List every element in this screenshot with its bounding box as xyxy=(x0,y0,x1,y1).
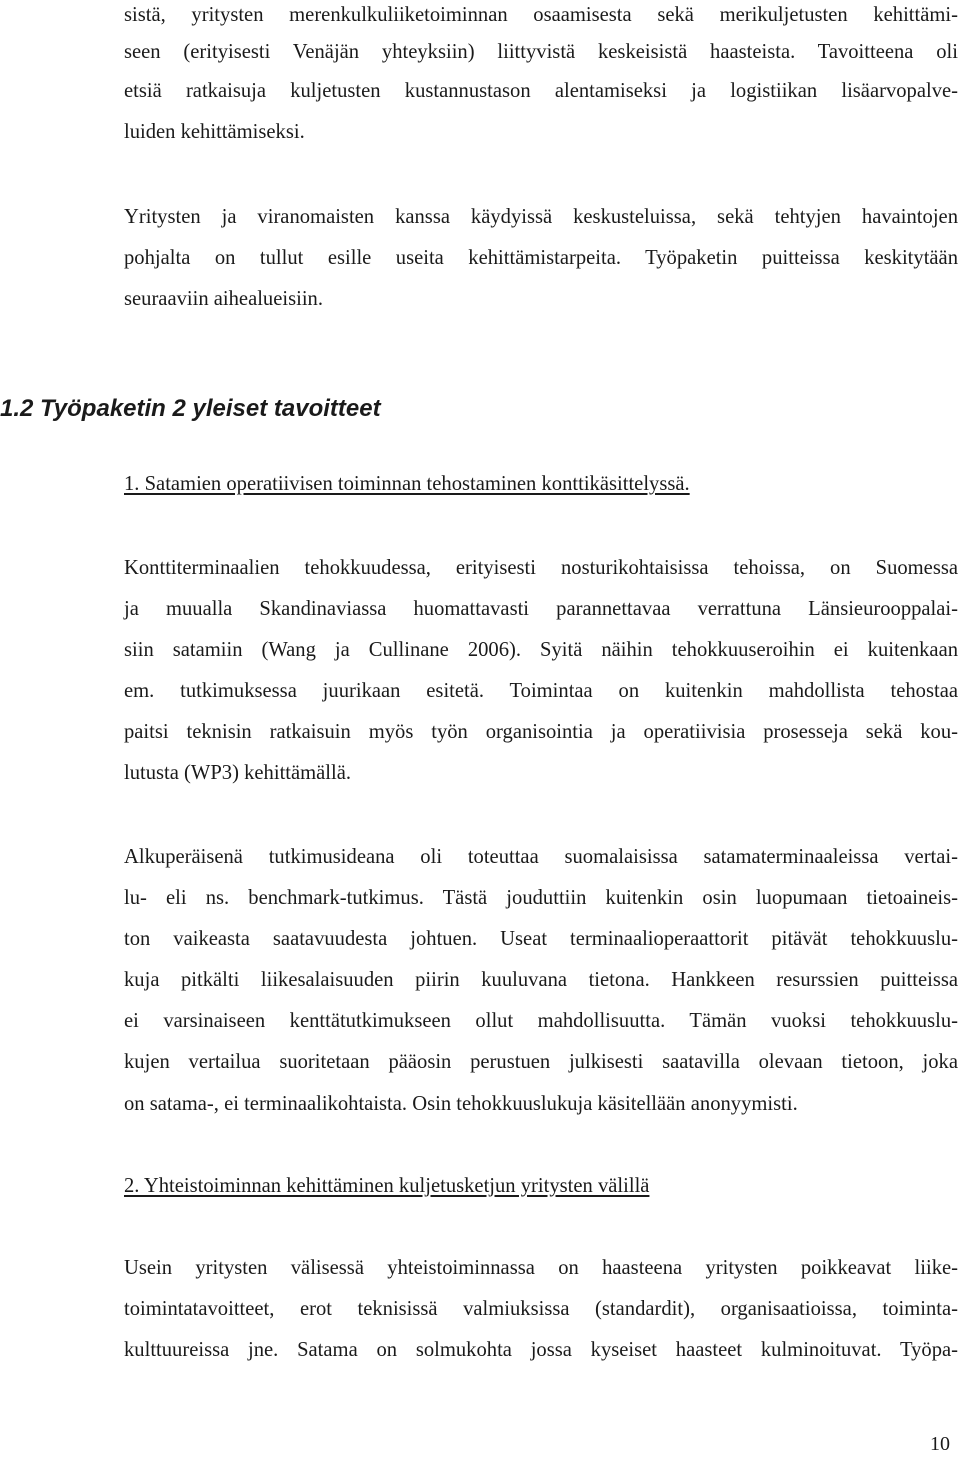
text-line: seuraaviin aihealueisiin. xyxy=(124,288,323,310)
page-number: 10 xyxy=(930,1433,950,1455)
text-line: paitsi teknisin ratkaisuin myös työn organisointia ja operatiivisia prosesseja sekä kou- xyxy=(124,721,958,743)
text-line: toimintatavoitteet, erot teknisissä valmiuksissa (standardit), organisaatioissa, toiminta- xyxy=(124,1298,958,1320)
text-line: sistä, yritysten merenkulkuliiketoiminnan osaamisesta sekä merikuljetusten kehittämi- xyxy=(124,4,958,26)
text-line: lu- eli ns. benchmark-tutkimus. Tästä jouduttiin kuitenkin osin luopumaan tietoaineis- xyxy=(124,887,958,909)
text-line: kulttuureissa jne. Satama on solmukohta jossa kyseiset haasteet kulminoituvat. Työpa- xyxy=(124,1339,958,1361)
subheading-1: 1. Satamien operatiivisen toiminnan tehostaminen konttikäsittelyssä. xyxy=(124,473,690,495)
text-line: Yritysten ja viranomaisten kanssa käydyissä keskusteluissa, sekä tehtyjen havaintojen xyxy=(124,206,958,228)
text-line: ei varsinaiseen kenttätutkimukseen ollut mahdollisuutta. Tämän vuoksi tehokkuuslu- xyxy=(124,1010,958,1032)
text-line: seen (erityisesti Venäjän yhteyksiin) liittyvistä keskeisistä haasteista. Tavoitteena oli xyxy=(124,41,958,63)
text-line: Usein yritysten välisessä yhteistoiminnassa on haasteena yritysten poikkeavat liike- xyxy=(124,1257,958,1279)
text-line: kuja pitkälti liikesalaisuuden piirin kuuluvana tietona. Hankkeen resurssien puitteissa xyxy=(124,969,958,991)
text-line: ja muualla Skandinaviassa huomattavasti parannettavaa verrattuna Länsieurooppalai- xyxy=(124,598,958,620)
subheading-2: 2. Yhteistoiminnan kehittäminen kuljetusketjun yritysten välillä xyxy=(124,1175,650,1197)
text-line: luiden kehittämiseksi. xyxy=(124,121,305,143)
text-line: kujen vertailua suoritetaan pääosin perustuen julkisesti saatavilla olevaan tietoon, joka xyxy=(124,1051,958,1073)
text-line: etsiä ratkaisuja kuljetusten kustannustason alentamiseksi ja logistiikan lisäarvopalve- xyxy=(124,80,958,102)
text-line: Alkuperäisenä tutkimusideana oli toteuttaa suomalaisissa satamaterminaaleissa vertai- xyxy=(124,846,958,868)
text-line: pohjalta on tullut esille useita kehittämistarpeita. Työpaketin puitteissa keskitytään xyxy=(124,247,958,269)
section-heading: 1.2 Työpaketin 2 yleiset tavoitteet xyxy=(0,395,381,422)
text-line: Konttiterminaalien tehokkuudessa, erityisesti nosturikohtaisissa tehoissa, on Suomessa xyxy=(124,557,958,579)
text-line: lutusta (WP3) kehittämällä. xyxy=(124,762,352,784)
text-line: on satama-, ei terminaalikohtaista. Osin tehokkuuslukuja käsitellään anonyymisti. xyxy=(124,1093,798,1115)
text-line: em. tutkimuksessa juurikaan esitetä. Toimintaa on kuitenkin mahdollista tehostaa xyxy=(124,680,958,702)
text-line: siin satamiin (Wang ja Cullinane 2006). Syitä näihin tehokkuuseroihin ei kuitenkaan xyxy=(124,639,958,661)
text-line: ton vaikeasta saatavuudesta johtuen. Useat terminaalioperaattorit pitävät tehokkuuslu- xyxy=(124,928,958,950)
